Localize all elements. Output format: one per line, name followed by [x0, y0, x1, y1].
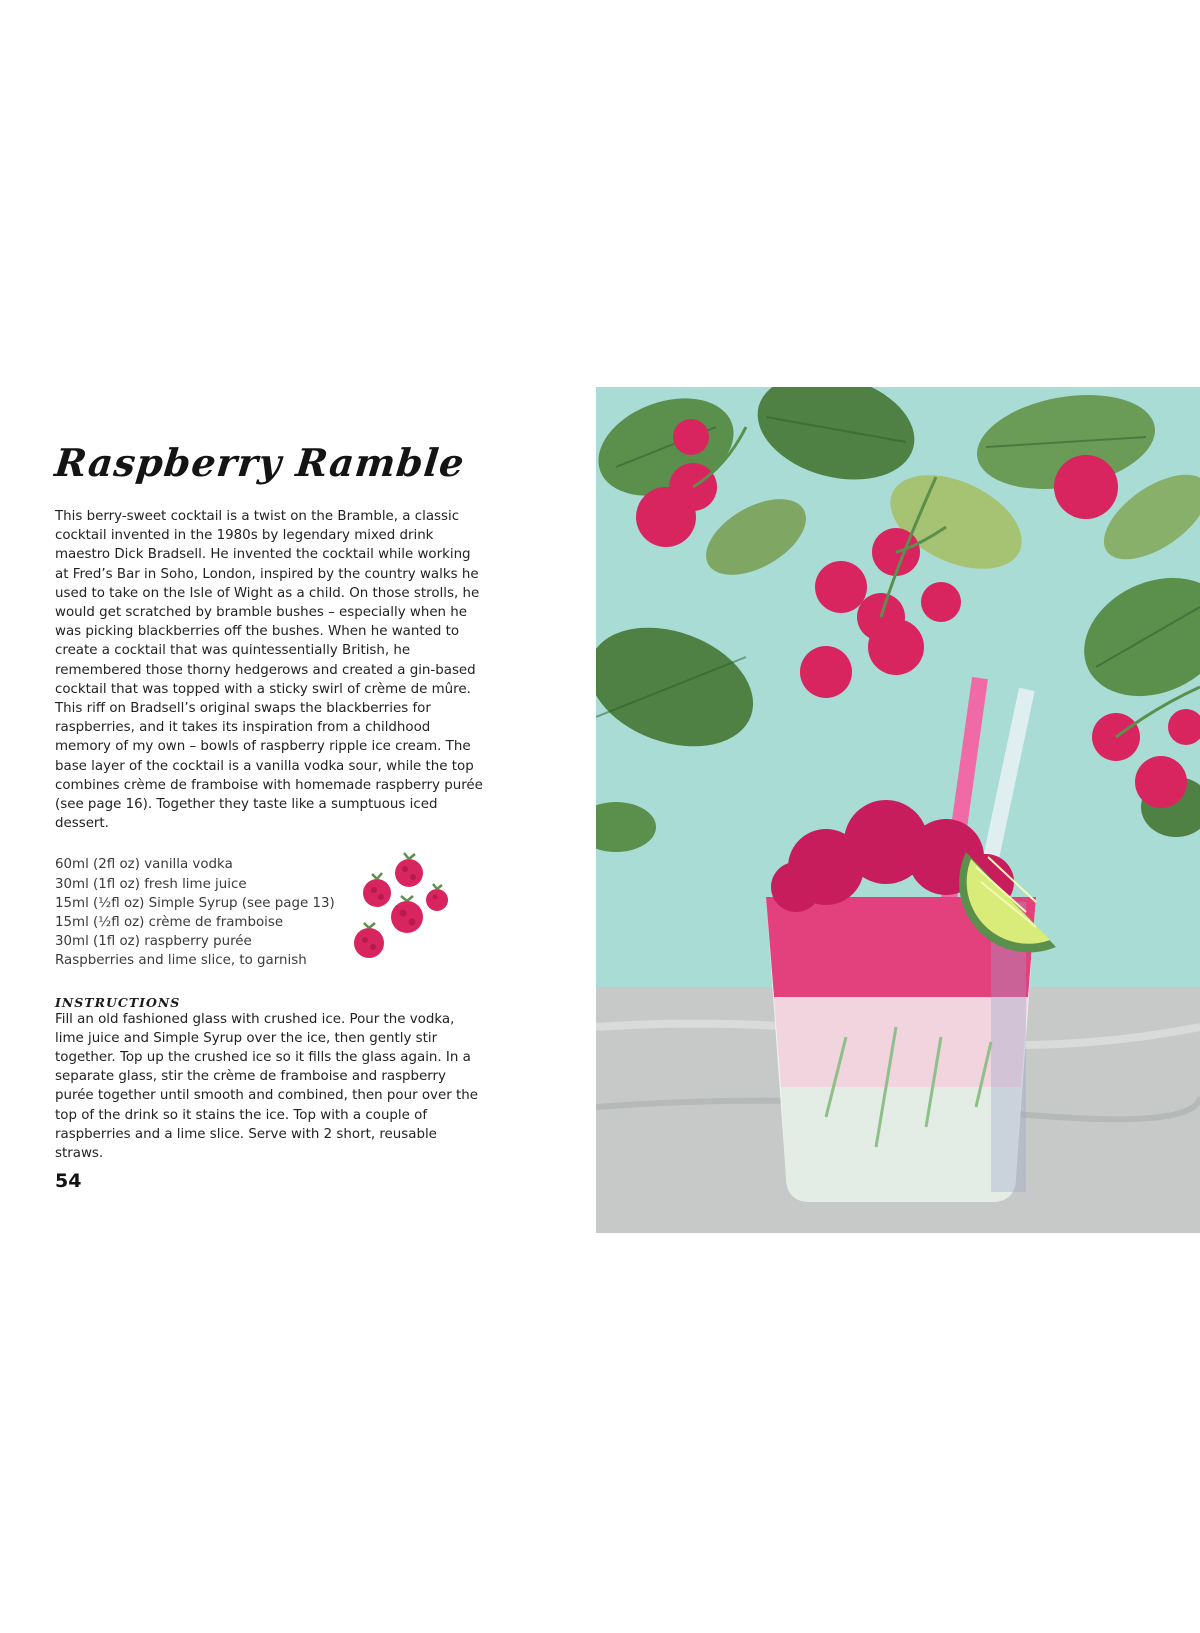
instructions-text: Fill an old fashioned glass with crushed ice. Pour the vodka, lime juice and Simple Syrup over the ice, then gently stir together. Top up the crushed ice so it fills the glass again. In a separate glass, stir the crème de framboise and raspberry purée together until smooth and combined, then pour over the top of the drink so it stains the ice. Top with a couple of raspberries and a lime slice. Serve with 2 short, reusable straws. — [55, 1011, 478, 1162]
recipe-text-column — [52, 440, 485, 1163]
raspberries-illustration — [347, 845, 467, 965]
cocktail-illustration — [596, 387, 1200, 1233]
ingredient-item: Raspberries and lime slice, to garnish — [55, 953, 307, 969]
recipe-intro: This berry-sweet cocktail is a twist on the Bramble, a classic cocktail invented in the 1980s by legendary mixed drink maestro Dick Bradsell. He invented the cocktail while working at Fred’s Bar in Soho, London, inspired by the country walks he used to take on the Isle of Wight as a child. On those strolls, he would get scratched by bramble bushes – especially when he was picking blackberries off the bushes. When he wanted to create a cocktail that was quintessentially British, he remembered those thorny hedgerows and created a gin-based cocktail that was topped with a sticky swirl of crème de mûre. This riff on Bradsell’s original swaps the blackberries for raspberries, and it takes its inspiration from a childhood memory of my own – bowls of raspberry ripple ice cream. The base layer of the cocktail is a vanilla vodka sour, while the top combines crème de framboise with homemade raspberry purée (see page 16). Together they taste like a sumptuous iced dessert. — [55, 509, 483, 832]
recipe-title: Raspberry Ramble — [52, 440, 467, 485]
ingredient-item: 15ml (½fl oz) Simple Syrup (see page 13) — [55, 895, 335, 911]
ingredient-item: 15ml (½fl oz) crème de framboise — [55, 915, 284, 931]
ingredients-block — [55, 855, 485, 970]
page-number: 54 — [55, 1170, 82, 1192]
instructions-heading: INSTRUCTIONS — [55, 994, 181, 1010]
ingredient-item: 30ml (1fl oz) raspberry purée — [55, 934, 252, 950]
ingredient-item: 30ml (1fl oz) fresh lime juice — [55, 876, 247, 892]
ingredient-item: 60ml (2fl oz) vanilla vodka — [55, 857, 233, 873]
